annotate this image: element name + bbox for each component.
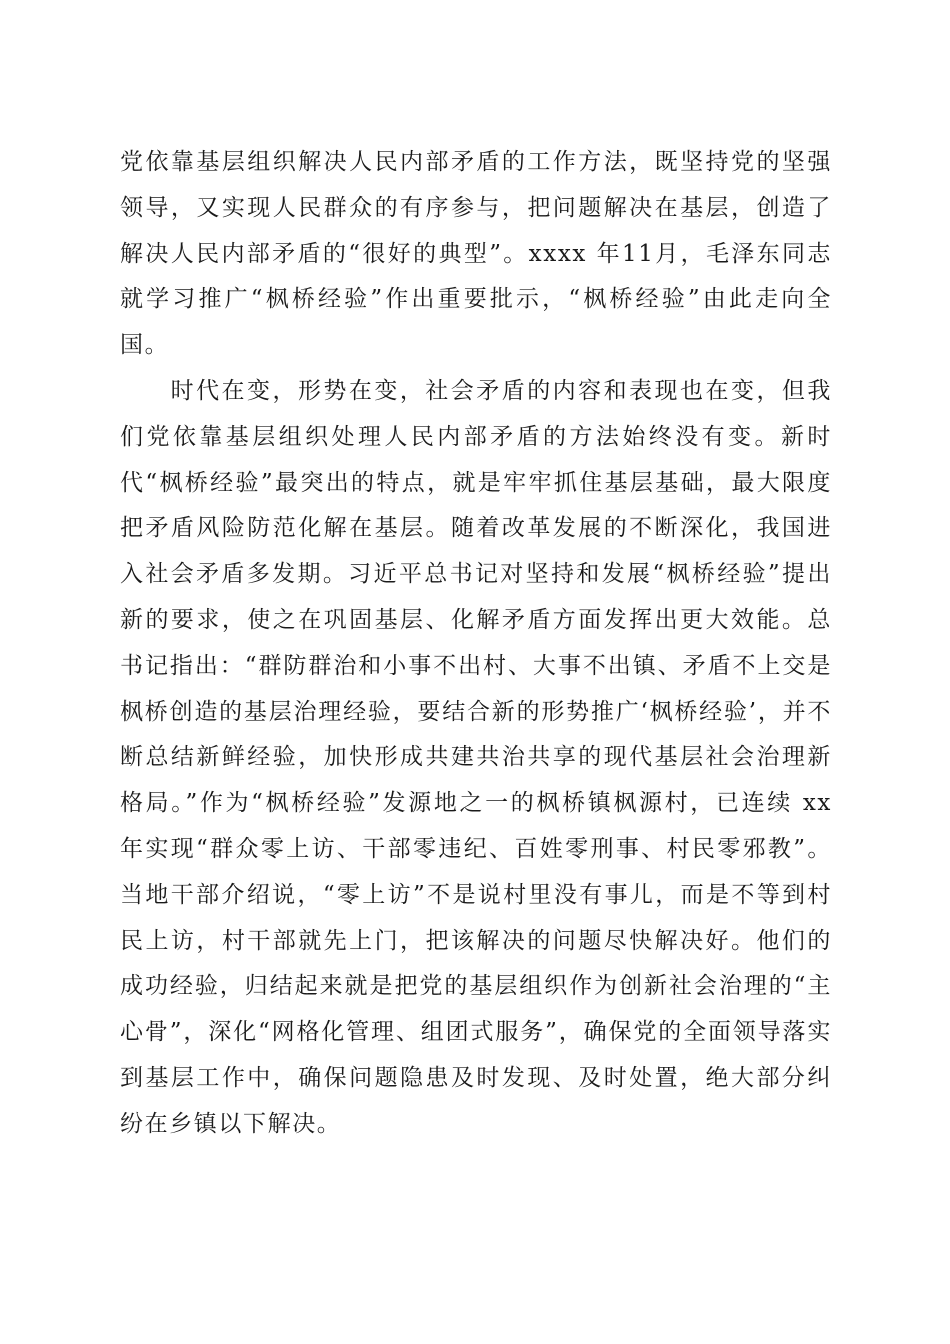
paragraph-2: 时代在变，形势在变，社会矛盾的内容和表现也在变，但我们党依靠基层组织处理人民内部矛盾的方法始终没有变。新时代“枫桥经验”最突出的特点，就是牢牢抓住基层基础，最大限度把矛盾风险防范化解在基层。随着改革发展的不断深化，我国进入社会矛盾多发期。习近平总书记对坚持和发展“枫桥经验”提出新的要求，使之在巩固基层、化解矛盾方面发挥出更大效能。总书记指出：“群防群治和小事不出村、大事不出镇、矛盾不上交是枫桥创造的基层治理经验，要结合新的形势推广‘枫桥经验’，并不断总结新鲜经验，加快形成共建共治共享的现代基层社会治理新格局。”作为“枫桥经验”发源地之一的枫桥镇枫源村，已连续 xx 年实现“群众零上访、干部零违纪、百姓零刑事、村民零邪教”。当地干部介绍说，“零上访”不是说村里没有事儿，而是不等到村民上访，村干部就先上门，把该解决的问题尽快解决好。他们的成功经验，归结起来就是把党的基层组织作为创新社会治理的“主心骨”，深化“网格化管理、组团式服务”，确保党的全面领导落实到基层工作中，确保问题隐患及时发现、及时处置，绝大部分纠纷在乡镇以下解决。 [120,377,832,1137]
paragraph-1: 党依靠基层组织解决人民内部矛盾的工作方法，既坚持党的坚强领导，又实现人民群众的有序参与，把问题解决在基层，创造了解决人民内部矛盾的“很好的典型”。xxxx 年11月，毛泽东同志就学习推广“枫桥经验”作出重要批示，“枫桥经验”由此走向全国。 [120,149,832,359]
body-text [120,140,832,1148]
